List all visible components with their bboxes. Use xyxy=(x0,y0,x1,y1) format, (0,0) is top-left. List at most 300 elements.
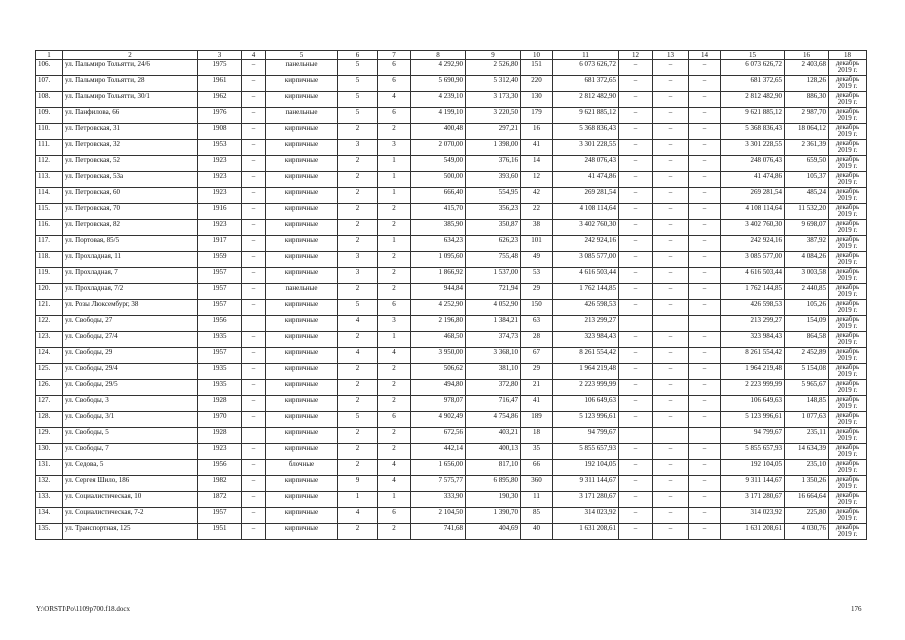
table-cell: 323 984,43 xyxy=(721,332,785,348)
housing-register-table xyxy=(35,50,867,540)
table-cell: – xyxy=(689,92,721,108)
table-cell: 403,21 xyxy=(466,428,521,444)
table-cell: кирпичные xyxy=(266,396,338,412)
table-cell: кирпичные xyxy=(266,444,338,460)
table-cell: 117. xyxy=(36,236,63,252)
table-cell: 5 123 996,61 xyxy=(721,412,785,428)
table-cell: – xyxy=(242,508,266,524)
table-cell: 41 xyxy=(521,396,553,412)
table-row xyxy=(36,492,867,508)
table-cell: 2 xyxy=(378,252,411,268)
table-cell: ул. Свободы, 3/1 xyxy=(63,412,198,428)
table-cell: 1928 xyxy=(198,428,242,444)
table-cell: кирпичные xyxy=(266,252,338,268)
table-cell: ул. Свободы, 3 xyxy=(63,396,198,412)
table-cell: 634,23 xyxy=(411,236,466,252)
table-cell: 242 924,16 xyxy=(721,236,785,252)
table-cell: кирпичные xyxy=(266,364,338,380)
table-cell: 121. xyxy=(36,300,63,316)
table-cell: 500,00 xyxy=(411,172,466,188)
table-cell xyxy=(242,316,266,332)
table-cell: 716,47 xyxy=(466,396,521,412)
table-cell: – xyxy=(242,364,266,380)
table-cell: ул. Пальмиро Тольятти, 24/6 xyxy=(63,60,198,76)
table-row xyxy=(36,252,867,268)
table-cell: – xyxy=(242,140,266,156)
table-cell: 28 xyxy=(521,332,553,348)
table-cell: 2 xyxy=(338,172,378,188)
table-cell: 2 xyxy=(378,268,411,284)
table-cell xyxy=(689,428,721,444)
table-cell: 681 372,65 xyxy=(721,76,785,92)
table-cell: 1957 xyxy=(198,284,242,300)
table-cell: 1 390,70 xyxy=(466,508,521,524)
table-cell: – xyxy=(619,508,653,524)
table-cell: – xyxy=(653,364,689,380)
table-cell: 7 575,77 xyxy=(411,476,466,492)
table-cell: 5 xyxy=(338,412,378,428)
table-cell: 2 223 999,99 xyxy=(721,380,785,396)
table-cell: 3 368,10 xyxy=(466,348,521,364)
table-cell: – xyxy=(653,76,689,92)
table-row xyxy=(36,188,867,204)
table-cell: 1 xyxy=(338,492,378,508)
table-cell: кирпичные xyxy=(266,348,338,364)
table-cell: 118. xyxy=(36,252,63,268)
table-cell: 2 xyxy=(378,380,411,396)
table-cell: 400,13 xyxy=(466,444,521,460)
table-cell: 3 xyxy=(378,140,411,156)
table-cell: 94 799,67 xyxy=(553,428,619,444)
table-cell: 106. xyxy=(36,60,63,76)
table-cell: ул. Петровская, 82 xyxy=(63,220,198,236)
table-cell: 2 223 999,99 xyxy=(553,380,619,396)
table-cell: – xyxy=(619,60,653,76)
table-cell: ул. Свободы, 5 xyxy=(63,428,198,444)
table-cell: 442,14 xyxy=(411,444,466,460)
table-cell: – xyxy=(689,444,721,460)
table-cell: ул. Петровская, 32 xyxy=(63,140,198,156)
table-cell: 3 xyxy=(338,268,378,284)
table-cell: 2 xyxy=(338,332,378,348)
table-cell: 3 220,50 xyxy=(466,108,521,124)
table-cell: 4 052,90 xyxy=(466,300,521,316)
table-cell: 6 xyxy=(378,76,411,92)
table-cell: 3 xyxy=(378,316,411,332)
table-cell: 124. xyxy=(36,348,63,364)
table-cell: 5 xyxy=(338,300,378,316)
table-cell: – xyxy=(689,76,721,92)
column-header: 4 xyxy=(242,51,266,60)
table-cell: 1957 xyxy=(198,508,242,524)
table-cell: ул. Свободы, 7 xyxy=(63,444,198,460)
column-header: 9 xyxy=(466,51,521,60)
table-cell: 2 440,85 xyxy=(785,284,829,300)
table-cell: 5 123 996,61 xyxy=(553,412,619,428)
table-cell: 2 xyxy=(378,204,411,220)
table-cell: ул. Свободы, 29/5 xyxy=(63,380,198,396)
table-cell: ул. Сергея Шило, 186 xyxy=(63,476,198,492)
table-cell: кирпичные xyxy=(266,124,338,140)
table-cell: – xyxy=(689,524,721,540)
table-cell: декабрь 2019 г. xyxy=(829,188,867,204)
table-cell: – xyxy=(653,460,689,476)
table-cell: 2 xyxy=(338,460,378,476)
table-cell: декабрь 2019 г. xyxy=(829,412,867,428)
table-cell: декабрь 2019 г. xyxy=(829,348,867,364)
table-cell: кирпичные xyxy=(266,204,338,220)
table-row xyxy=(36,284,867,300)
table-cell: 468,50 xyxy=(411,332,466,348)
column-header: 15 xyxy=(721,51,785,60)
table-cell: 108. xyxy=(36,92,63,108)
table-cell: – xyxy=(689,60,721,76)
table-cell: 5 xyxy=(338,60,378,76)
table-cell: – xyxy=(653,412,689,428)
table-cell: – xyxy=(653,476,689,492)
table-cell: 393,60 xyxy=(466,172,521,188)
table-cell: декабрь 2019 г. xyxy=(829,508,867,524)
table-cell: декабрь 2019 г. xyxy=(829,364,867,380)
table-row xyxy=(36,396,867,412)
table-row xyxy=(36,236,867,252)
column-header: 11 xyxy=(553,51,619,60)
table-cell: ул. Петровская, 52 xyxy=(63,156,198,172)
table-cell: 4 xyxy=(378,460,411,476)
table-cell: 2 xyxy=(378,124,411,140)
table-cell: 9 698,07 xyxy=(785,220,829,236)
table-cell: 40 xyxy=(521,524,553,540)
table-cell: – xyxy=(619,140,653,156)
table-cell: 101 xyxy=(521,236,553,252)
table-cell: 53 xyxy=(521,268,553,284)
table-cell: кирпичные xyxy=(266,316,338,332)
table-cell: 2 xyxy=(338,204,378,220)
table-cell: 2 xyxy=(338,396,378,412)
table-cell: 385,90 xyxy=(411,220,466,236)
table-cell: – xyxy=(689,172,721,188)
table-cell: 3 301 228,55 xyxy=(553,140,619,156)
table-cell: – xyxy=(242,92,266,108)
table-cell: 248 076,43 xyxy=(553,156,619,172)
table-cell: 1923 xyxy=(198,444,242,460)
table-cell: 1951 xyxy=(198,524,242,540)
table-cell: – xyxy=(653,252,689,268)
table-cell: декабрь 2019 г. xyxy=(829,236,867,252)
table-cell: – xyxy=(689,220,721,236)
table-cell: 2 xyxy=(338,124,378,140)
table-cell: 5 965,67 xyxy=(785,380,829,396)
table-cell: – xyxy=(242,156,266,172)
table-cell: 6 895,80 xyxy=(466,476,521,492)
table-cell: – xyxy=(689,204,721,220)
table-cell: 721,94 xyxy=(466,284,521,300)
table-cell: декабрь 2019 г. xyxy=(829,524,867,540)
table-cell: 6 xyxy=(378,300,411,316)
table-cell: 129. xyxy=(36,428,63,444)
table-cell: 109. xyxy=(36,108,63,124)
table-cell: 9 311 144,67 xyxy=(553,476,619,492)
table-cell: кирпичные xyxy=(266,332,338,348)
table-cell: 323 984,43 xyxy=(553,332,619,348)
table-cell: кирпичные xyxy=(266,92,338,108)
table-cell: – xyxy=(242,76,266,92)
table-cell: 387,92 xyxy=(785,236,829,252)
table-cell: – xyxy=(653,60,689,76)
table-cell: 485,24 xyxy=(785,188,829,204)
table-cell: – xyxy=(689,380,721,396)
table-cell: 29 xyxy=(521,364,553,380)
table-cell: 4 199,10 xyxy=(411,108,466,124)
table-row xyxy=(36,204,867,220)
table-cell: – xyxy=(242,124,266,140)
table-cell: панельные xyxy=(266,284,338,300)
table-cell: 14 xyxy=(521,156,553,172)
table-cell: 2 xyxy=(378,444,411,460)
table-cell: 2 xyxy=(378,524,411,540)
table-cell: 179 xyxy=(521,108,553,124)
table-cell: кирпичные xyxy=(266,492,338,508)
table-cell: декабрь 2019 г. xyxy=(829,460,867,476)
table-row xyxy=(36,156,867,172)
table-cell: 112. xyxy=(36,156,63,172)
table-cell: 114. xyxy=(36,188,63,204)
table-cell: декабрь 2019 г. xyxy=(829,140,867,156)
table-cell: 18 xyxy=(521,428,553,444)
table-cell: 4 292,90 xyxy=(411,60,466,76)
table-cell: 2 104,50 xyxy=(411,508,466,524)
table-cell: 1917 xyxy=(198,236,242,252)
table-cell: 333,90 xyxy=(411,492,466,508)
table-cell: 978,07 xyxy=(411,396,466,412)
table-cell: кирпичные xyxy=(266,172,338,188)
table-row xyxy=(36,476,867,492)
table-cell: 128. xyxy=(36,412,63,428)
table-cell: 3 xyxy=(338,140,378,156)
table-cell: декабрь 2019 г. xyxy=(829,428,867,444)
table-cell: 4 030,76 xyxy=(785,524,829,540)
table-cell: – xyxy=(242,268,266,284)
table-cell: 376,16 xyxy=(466,156,521,172)
table-cell: 1 964 219,48 xyxy=(721,364,785,380)
table-cell: 360 xyxy=(521,476,553,492)
table-cell: 6 xyxy=(378,108,411,124)
table-cell: 38 xyxy=(521,220,553,236)
table-cell: 4 xyxy=(378,348,411,364)
table-cell: ул. Свободы, 27 xyxy=(63,316,198,332)
table-row xyxy=(36,444,867,460)
table-cell: – xyxy=(653,220,689,236)
table-cell: кирпичные xyxy=(266,140,338,156)
table-cell: 944,84 xyxy=(411,284,466,300)
table-cell: 415,70 xyxy=(411,204,466,220)
table-cell: – xyxy=(242,300,266,316)
table-cell: 106 649,63 xyxy=(553,396,619,412)
table-cell: 2 xyxy=(338,364,378,380)
table-cell: 6 073 626,72 xyxy=(553,60,619,76)
table-row xyxy=(36,364,867,380)
table-cell: 131. xyxy=(36,460,63,476)
table-cell: 2 xyxy=(378,284,411,300)
table-cell: кирпичные xyxy=(266,220,338,236)
table-cell: 4 902,49 xyxy=(411,412,466,428)
table-cell: декабрь 2019 г. xyxy=(829,108,867,124)
table-cell: 400,48 xyxy=(411,124,466,140)
table-cell: 6 xyxy=(378,412,411,428)
table-cell: декабрь 2019 г. xyxy=(829,172,867,188)
table-cell: – xyxy=(653,300,689,316)
table-cell: 41 xyxy=(521,140,553,156)
column-header: 6 xyxy=(338,51,378,60)
table-cell: 1957 xyxy=(198,300,242,316)
table-row xyxy=(36,380,867,396)
table-cell: 5 368 836,43 xyxy=(553,124,619,140)
table-cell: 6 073 626,72 xyxy=(721,60,785,76)
table-row xyxy=(36,332,867,348)
table-cell: 21 xyxy=(521,380,553,396)
table-cell: 4 616 503,44 xyxy=(721,268,785,284)
table-cell: – xyxy=(689,364,721,380)
table-cell: – xyxy=(653,380,689,396)
table-cell: – xyxy=(619,444,653,460)
table-cell: 2 xyxy=(338,236,378,252)
table-row xyxy=(36,412,867,428)
table-cell: – xyxy=(653,236,689,252)
table-row xyxy=(36,524,867,540)
table-cell: 381,10 xyxy=(466,364,521,380)
table-cell: 5 xyxy=(338,92,378,108)
table-cell: 1 762 144,85 xyxy=(553,284,619,300)
table-cell: 135. xyxy=(36,524,63,540)
table-cell xyxy=(653,316,689,332)
table-cell: 122. xyxy=(36,316,63,332)
table-cell: декабрь 2019 г. xyxy=(829,492,867,508)
table-row xyxy=(36,76,867,92)
table-cell: 5 855 657,93 xyxy=(553,444,619,460)
table-cell: декабрь 2019 г. xyxy=(829,476,867,492)
table-cell: – xyxy=(619,156,653,172)
table-cell: – xyxy=(619,236,653,252)
table-cell: 4 108 114,64 xyxy=(553,204,619,220)
table-cell: 1 095,60 xyxy=(411,252,466,268)
table-row xyxy=(36,316,867,332)
table-cell: – xyxy=(653,492,689,508)
table-cell: 133. xyxy=(36,492,63,508)
table-cell xyxy=(689,316,721,332)
table-cell: 672,56 xyxy=(411,428,466,444)
table-cell: ул. Прохладная, 7 xyxy=(63,268,198,284)
table-cell: 9 311 144,67 xyxy=(721,476,785,492)
table-cell: 192 104,05 xyxy=(553,460,619,476)
table-cell: 1928 xyxy=(198,396,242,412)
table-row xyxy=(36,460,867,476)
table-cell: – xyxy=(242,476,266,492)
column-header: 1 xyxy=(36,51,63,60)
table-cell: 374,73 xyxy=(466,332,521,348)
table-cell: – xyxy=(619,124,653,140)
table-cell: 134. xyxy=(36,508,63,524)
table-row xyxy=(36,124,867,140)
table-cell: 220 xyxy=(521,76,553,92)
table-cell: 1 964 219,48 xyxy=(553,364,619,380)
column-number-row xyxy=(36,51,867,60)
table-cell: 3 402 760,30 xyxy=(721,220,785,236)
table-cell: ул. Пальмиро Тольятти, 28 xyxy=(63,76,198,92)
table-cell: 817,10 xyxy=(466,460,521,476)
table-cell: ул. Свободы, 29 xyxy=(63,348,198,364)
table-cell: 111. xyxy=(36,140,63,156)
table-cell: – xyxy=(242,284,266,300)
table-cell: 130 xyxy=(521,92,553,108)
table-cell: 2 xyxy=(338,284,378,300)
table-cell: 151 xyxy=(521,60,553,76)
column-header: 14 xyxy=(689,51,721,60)
table-cell: 666,40 xyxy=(411,188,466,204)
table-cell: декабрь 2019 г. xyxy=(829,380,867,396)
table-cell: 1961 xyxy=(198,76,242,92)
table-cell: – xyxy=(619,92,653,108)
table-cell: – xyxy=(619,188,653,204)
table-cell: 3 xyxy=(338,252,378,268)
table-cell: 4 108 114,64 xyxy=(721,204,785,220)
table-cell: 1935 xyxy=(198,332,242,348)
table-cell: 1953 xyxy=(198,140,242,156)
table-cell: ул. Прохладная, 11 xyxy=(63,252,198,268)
table-cell: кирпичные xyxy=(266,412,338,428)
table-cell: 94 799,67 xyxy=(721,428,785,444)
table-cell: декабрь 2019 г. xyxy=(829,332,867,348)
table-cell: 248 076,43 xyxy=(721,156,785,172)
table-cell: – xyxy=(242,524,266,540)
table-cell: 297,21 xyxy=(466,124,521,140)
table-cell: 3 085 577,00 xyxy=(553,252,619,268)
table-cell: 154,09 xyxy=(785,316,829,332)
table-cell xyxy=(619,316,653,332)
table-cell: 5 154,08 xyxy=(785,364,829,380)
table-cell: ул. Розы Люксембург, 38 xyxy=(63,300,198,316)
table-cell: 2 403,68 xyxy=(785,60,829,76)
table-cell: 681 372,65 xyxy=(553,76,619,92)
table-cell: 189 xyxy=(521,412,553,428)
table-cell: кирпичные xyxy=(266,508,338,524)
table-cell: – xyxy=(653,284,689,300)
table-cell: 1 631 208,61 xyxy=(721,524,785,540)
table-cell: 128,26 xyxy=(785,76,829,92)
table-cell: 1957 xyxy=(198,348,242,364)
table-cell: 113. xyxy=(36,172,63,188)
table-cell: 1 398,00 xyxy=(466,140,521,156)
table-cell: 1872 xyxy=(198,492,242,508)
column-header: 13 xyxy=(653,51,689,60)
column-header: 10 xyxy=(521,51,553,60)
table-cell: 3 085 577,00 xyxy=(721,252,785,268)
table-cell: декабрь 2019 г. xyxy=(829,300,867,316)
table-cell: – xyxy=(242,444,266,460)
table-cell: 192 104,05 xyxy=(721,460,785,476)
table-cell: – xyxy=(689,124,721,140)
table-cell: – xyxy=(242,460,266,476)
table-cell: 2 xyxy=(338,380,378,396)
table-cell: 1956 xyxy=(198,460,242,476)
table-cell: 105,37 xyxy=(785,172,829,188)
table-cell: 235,11 xyxy=(785,428,829,444)
table-cell: – xyxy=(689,156,721,172)
table-cell: – xyxy=(689,300,721,316)
column-header: 12 xyxy=(619,51,653,60)
table-cell: кирпичные xyxy=(266,380,338,396)
table-cell: – xyxy=(242,220,266,236)
table-cell: 9 621 885,12 xyxy=(553,108,619,124)
